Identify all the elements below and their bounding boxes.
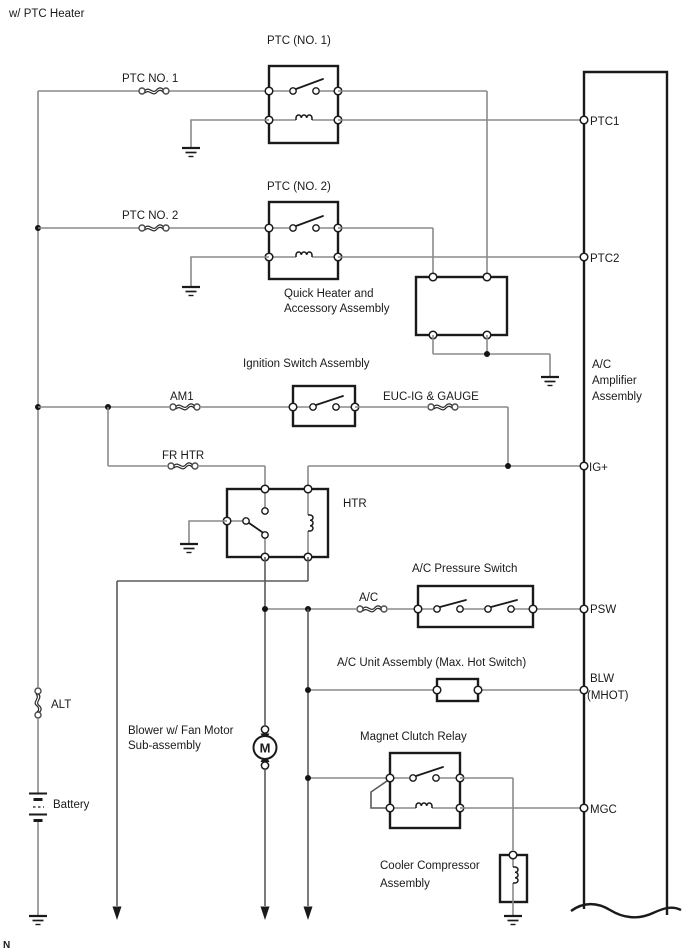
- amplifier-label-1: A/C: [592, 359, 612, 371]
- terminal-mhot-label: (MHOT): [587, 690, 629, 702]
- euc-ig-fuse-icon: [428, 404, 458, 410]
- ignition-switch: [289, 386, 359, 426]
- junction-dot: [484, 351, 490, 357]
- ig-plus-wire: [308, 466, 580, 489]
- am1-fuse-label: AM1: [170, 391, 194, 403]
- ground-icon: [182, 148, 200, 157]
- fr-htr-wire: [108, 407, 265, 489]
- battery-symbol: [29, 794, 47, 821]
- quick-heater-label-1: Quick Heater and: [284, 288, 374, 300]
- terminal-ig-label: IG+: [589, 462, 608, 474]
- ptc1-switch-out-wire: [338, 91, 487, 277]
- blower-label-1: Blower w/ Fan Motor: [128, 725, 234, 737]
- ground-icon: [541, 377, 559, 386]
- junction-dot: [505, 463, 511, 469]
- ptc1-relay: [265, 66, 342, 143]
- down-arrow-icon: [304, 907, 313, 921]
- pressure-switch-title: A/C Pressure Switch: [412, 563, 518, 575]
- cooler-compressor-label-2: Assembly: [380, 878, 430, 890]
- ptc1-coil-ground-wire: [191, 120, 269, 148]
- ptc1-fuse-label: PTC NO. 1: [122, 73, 179, 85]
- max-hot-switch: [433, 679, 482, 701]
- relay-jumper-wire: [371, 781, 387, 808]
- terminal-mgc-label: MGC: [590, 804, 617, 816]
- mgc-circuit: [305, 731, 580, 925]
- junction-dot: [262, 606, 268, 612]
- psw-circuit: [262, 563, 580, 627]
- junction-dot: [305, 775, 311, 781]
- main-power-bus: [29, 91, 90, 925]
- terminal-ptc2-label: PTC2: [590, 253, 620, 265]
- amplifier-label-3: Assembly: [592, 391, 642, 403]
- ptc2-fuse-icon: [139, 225, 169, 231]
- junction-dot: [305, 687, 311, 693]
- magnet-clutch-relay-title: Magnet Clutch Relay: [360, 731, 467, 743]
- cooler-compressor: [500, 851, 527, 924]
- ac-amplifier-assembly: [571, 72, 681, 917]
- ac-pressure-switch: [414, 586, 537, 627]
- fr-htr-fuse-label: FR HTR: [162, 450, 205, 462]
- blower-motor-symbol: [254, 726, 277, 769]
- euc-ig-fuse-label: EUC-IG & GAUGE: [383, 391, 479, 403]
- torn-edge-line: [571, 904, 681, 917]
- htr-relay: [180, 485, 367, 561]
- magnet-clutch-relay: [371, 753, 464, 828]
- ptc2-relay-title: PTC (NO. 2): [267, 181, 331, 193]
- fr-htr-fuse-icon: [168, 463, 198, 469]
- ptc1-fuse-icon: [139, 88, 169, 94]
- terminal-blw-label: BLW: [590, 673, 615, 685]
- alt-fuse-label: ALT: [51, 699, 72, 711]
- down-arrow-icon: [261, 907, 270, 921]
- ptc1-relay-title: PTC (NO. 1): [267, 35, 331, 47]
- terminal-ptc1-label: PTC1: [590, 116, 620, 128]
- ground-icon: [180, 544, 198, 553]
- am1-fuse-icon: [170, 404, 200, 410]
- htr-relay-title: HTR: [343, 498, 367, 510]
- max-hot-switch-title: A/C Unit Assembly (Max. Hot Switch): [337, 657, 527, 669]
- cooler-compressor-label-1: Cooler Compressor: [380, 860, 480, 872]
- ignition-switch-title: Ignition Switch Assembly: [243, 358, 370, 370]
- battery-label: Battery: [53, 799, 90, 811]
- page-marker: N: [3, 940, 11, 951]
- ac-fuse-label: A/C: [359, 592, 379, 604]
- ground-icon: [182, 287, 200, 296]
- ac-fuse-icon: [357, 606, 387, 612]
- ptc2-relay: [265, 202, 342, 279]
- ground-icon: [504, 916, 522, 925]
- alt-fuse-icon: [35, 688, 41, 718]
- ptc2-coil-ground-wire: [191, 257, 269, 287]
- quick-heater-ground-wire: [433, 335, 550, 377]
- ptc2-fuse-label: PTC NO. 2: [122, 210, 179, 222]
- compressor-feed-wire: [460, 778, 513, 850]
- blower-branch: [113, 557, 309, 920]
- terminal-psw-label: PSW: [590, 604, 617, 616]
- down-arrow-icon: [113, 907, 122, 921]
- blower-label-2: Sub-assembly: [128, 740, 201, 752]
- euc-ig-wire: [355, 407, 508, 466]
- page-title: w/ PTC Heater: [9, 8, 85, 20]
- htr-ground-wire: [189, 521, 227, 544]
- ptc2-switch-out-wire: [338, 228, 433, 277]
- quick-heater-label-2: Accessory Assembly: [284, 303, 390, 315]
- battery-ground-icon: [29, 916, 47, 925]
- amplifier-label-2: Amplifier: [592, 375, 637, 387]
- motor-m-label: M: [259, 740, 271, 756]
